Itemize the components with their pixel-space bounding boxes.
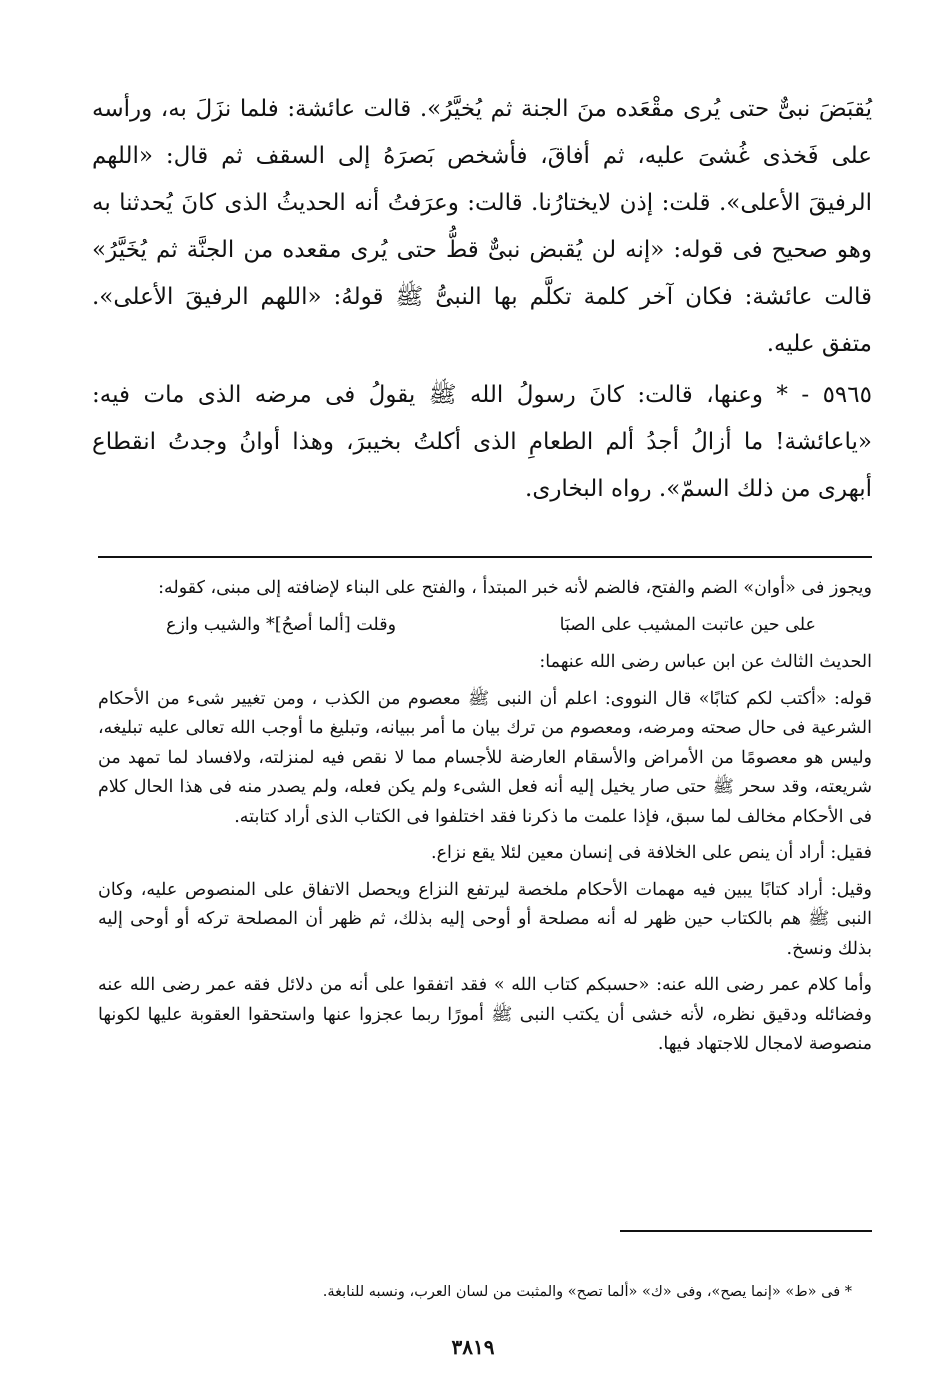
main-paragraph-continuation: يُقبَضَ نبىٌّ حتى يُرى مقْعَده منَ الجنة ثم يُخيَّرُ». قالت عائشة: فلما نزَلَ به، ورأسه على فَخذى غُشىَ عليه، ثم أفاقَ، فأشخص بَصرَهُ إلى السقف ثم قال: «اللهم الرفيقَ الأعلى». قلت: إذن لايختارُنا. قالت: وعرَفتُ أنه الحديثُ الذى كانَ يُحدثنا به وهو صحيح فى قوله: «إنه لن يُقبض نبىٌّ قطُّ حتى يُرى مقعده من الجنَّة ثم يُخَيَّرُ» قالت عائشة: فكان آخر كلمة تكلَّم بها النبىُّ ﷺ قولهُ: «اللهم الرفيقَ الأعلى». متفق عليه. bbox=[92, 96, 872, 357]
commentary-third-hadith-heading: الحديث الثالث عن ابن عباس رضى الله عنهما: bbox=[539, 652, 872, 672]
commentary-second-opinion: وقيل: أراد كتابًا يبين فيه مهمات الأحكام ملخصة ليرتفع النزاع ويحصل الاتفاق على المنصوص عليه، وكان النبى ﷺ هم بالكتاب حين ظهر له أنه مصلحة أو أوحى إليه بذلك، ثم ظهر أن المصلحة تركه أو أوحى إليه بذلك ونسخ. bbox=[98, 879, 872, 959]
commentary-nawawi: قوله: «أكتب لكم كتابًا» قال النووى: اعلم أن النبى ﷺ معصوم من الكذب ، ومن تغيير شىء من الأحكام الشرعية فى حال صحته ومرضه، ومعصوم من ترك بيان ما أمر ببيانه، وتبليغ ما أوجب الله تعالى عليه تبليغه، وليس هو معصومًا من الأمراض والأسقام العارضة للأجسام مما لا نقص فيه لمنزلته، ولافساد لما تمهد من شريعته، وقد سحر ﷺ حتى صار يخيل إليه أنه فعل الشىء ولم يكن فعله، ولم يصدر منه فى هذا الحال كلام فى الأحكام مخالف لما سبق، فإذا علمت ما ذكرنا فقد اختلفوا فى الكتاب الذى أراد كتابته. bbox=[98, 688, 872, 827]
poetry-verse bbox=[98, 611, 872, 641]
main-hadith-text bbox=[92, 86, 872, 513]
hadith-5965: ٥٩٦٥ - * وعنها، قالت: كانَ رسولُ الله ﷺ يقولُ فى مرضه الذى مات فيه: «ياعائشة! ما أزالُ أجدُ ألم الطعامِ الذى أكلتُ بخيبرَ، وهذا أوانُ وجدتُ انقطاع أبهرى من ذلك السمّ». رواه البخارى. bbox=[92, 382, 872, 502]
footnote-divider bbox=[620, 1230, 872, 1232]
footnote: * فى «ط» «إنما يصح»، وفى «ك» «ألما تصح» والمثبت من لسان العرب، ونسبه للنابغة. bbox=[322, 1284, 852, 1300]
verse-first-hemistich: على حين عاتبت المشيب على الصبَا bbox=[559, 614, 816, 635]
commentary-section bbox=[98, 574, 872, 1067]
verse-second-hemistich: وقلت [ألما أصحُ]* والشيب وازع bbox=[166, 614, 397, 635]
commentary-first-opinion: فقيل: أراد أن ينص على الخلافة فى إنسان معين لئلا يقع نزاع. bbox=[431, 843, 872, 863]
commentary-awan: ويجوز فى «أوان» الضم والفتح، فالضم لأنه خبر المبتدأ ، والفتح على البناء لإضافته إلى مبنى، كقوله: bbox=[158, 578, 872, 598]
commentary-umar: وأما كلام عمر رضى الله عنه: «حسبكم كتاب الله » فقد اتفقوا على أنه من دلائل فقه عمر رضى الله عنه وفضائله ودقيق نظره، لأنه خشى أن يكتب النبى ﷺ أمورًا ربما عجزوا عنها واستحقوا العقوبة عليها لكونها منصوصة لامجال للاجتهاد فيها. bbox=[98, 975, 872, 1054]
commentary-divider bbox=[98, 556, 872, 558]
page-number: ٣٨١٩ bbox=[451, 1335, 495, 1359]
